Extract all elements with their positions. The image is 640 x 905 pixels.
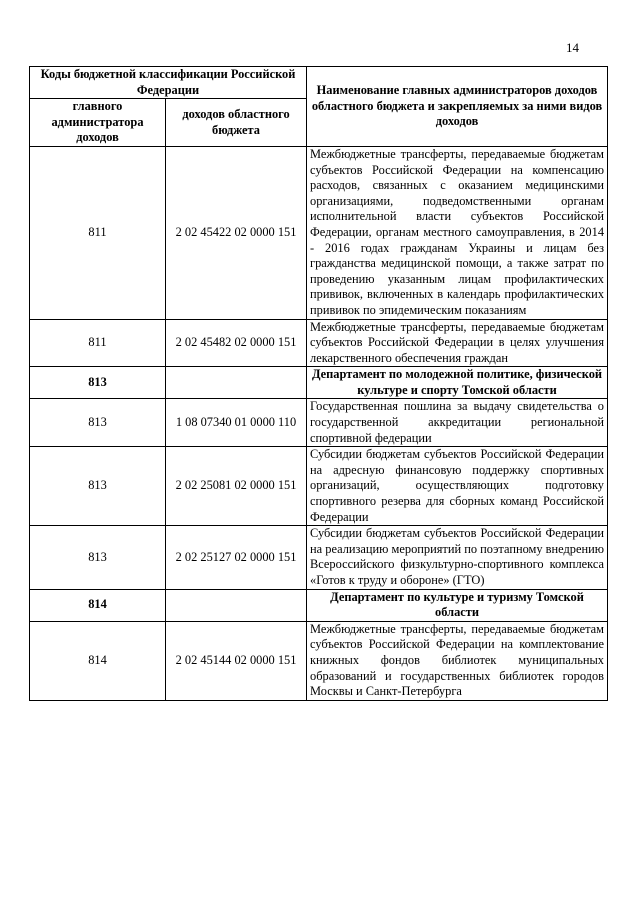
- table-row: [30, 621, 608, 700]
- department-name-cell: Департамент по культуре и туризму Томской области: [307, 589, 608, 621]
- header-admin-column: главного администратора доходов: [30, 99, 166, 147]
- header-name-column: Наименование главных администраторов доходов областного бюджета и закрепляемых за ними видов доходов: [307, 67, 608, 147]
- income-code-cell: [166, 589, 307, 621]
- admin-code-cell: 814: [30, 589, 166, 621]
- admin-code-cell: 813: [30, 447, 166, 526]
- table-row: [30, 447, 608, 526]
- department-row: [30, 589, 608, 621]
- income-code-cell: [166, 367, 307, 399]
- department-row: [30, 367, 608, 399]
- admin-code-cell: 813: [30, 367, 166, 399]
- income-name-cell: Государственная пошлина за выдачу свидетельства о государственной аккредитации региональной спортивной федерации: [307, 399, 608, 447]
- table-row: [30, 399, 608, 447]
- header-income-column: доходов областного бюджета: [166, 99, 307, 147]
- admin-code-cell: 811: [30, 319, 166, 367]
- admin-code-cell: 811: [30, 146, 166, 319]
- income-code-cell: 2 02 25081 02 0000 151: [166, 447, 307, 526]
- admin-code-cell: 814: [30, 621, 166, 700]
- header-codes-group: Коды бюджетной классификации Российской Федерации: [30, 67, 307, 99]
- admin-code-cell: 813: [30, 526, 166, 589]
- income-name-cell: Межбюджетные трансферты, передаваемые бюджетам субъектов Российской Федерации в целях улучшения лекарственного обеспечения граждан: [307, 319, 608, 367]
- income-name-cell: Субсидии бюджетам субъектов Российской Федерации на адресную финансовую поддержку спортивных организаций, осуществляющих подготовку спортивного резерва для сборных команд Российской Федерации: [307, 447, 608, 526]
- income-code-cell: 2 02 45482 02 0000 151: [166, 319, 307, 367]
- table-row: [30, 526, 608, 589]
- income-code-cell: 2 02 25127 02 0000 151: [166, 526, 307, 589]
- page-number: 14: [566, 40, 579, 55]
- income-code-cell: 1 08 07340 01 0000 110: [166, 399, 307, 447]
- table-row: [30, 146, 608, 319]
- admin-code-cell: 813: [30, 399, 166, 447]
- income-name-cell: Субсидии бюджетам субъектов Российской Федерации на реализацию мероприятий по поэтапному внедрению Всероссийского физкультурно-спортивного комплекса «Готов к труду и обороне» (ГТО): [307, 526, 608, 589]
- income-name-cell: Межбюджетные трансферты, передаваемые бюджетам субъектов Российской Федерации на компенсацию расходов, связанных с оказанием медицинскими организациями, подведомственными органам исполнительной власти субъектов Российской Федерации, органам местного самоуправления, в 2014 - 2016 годах гражданам Украины и лицам без гражданства медицинской помощи, а также затрат по проведению указанным лицам профилактических прививок, включенных в календарь профилактических прививок по эпидемическим показаниям: [307, 146, 608, 319]
- income-code-cell: 2 02 45144 02 0000 151: [166, 621, 307, 700]
- table-row: [30, 319, 608, 367]
- income-name-cell: Межбюджетные трансферты, передаваемые бюджетам субъектов Российской Федерации на комплектование книжных фондов библиотек муниципальных образований и государственных библиотек городов Москвы и Санкт-Петербурга: [307, 621, 608, 700]
- budget-classification-table: [29, 66, 608, 701]
- income-code-cell: 2 02 45422 02 0000 151: [166, 146, 307, 319]
- department-name-cell: Департамент по молодежной политике, физической культуре и спорту Томской области: [307, 367, 608, 399]
